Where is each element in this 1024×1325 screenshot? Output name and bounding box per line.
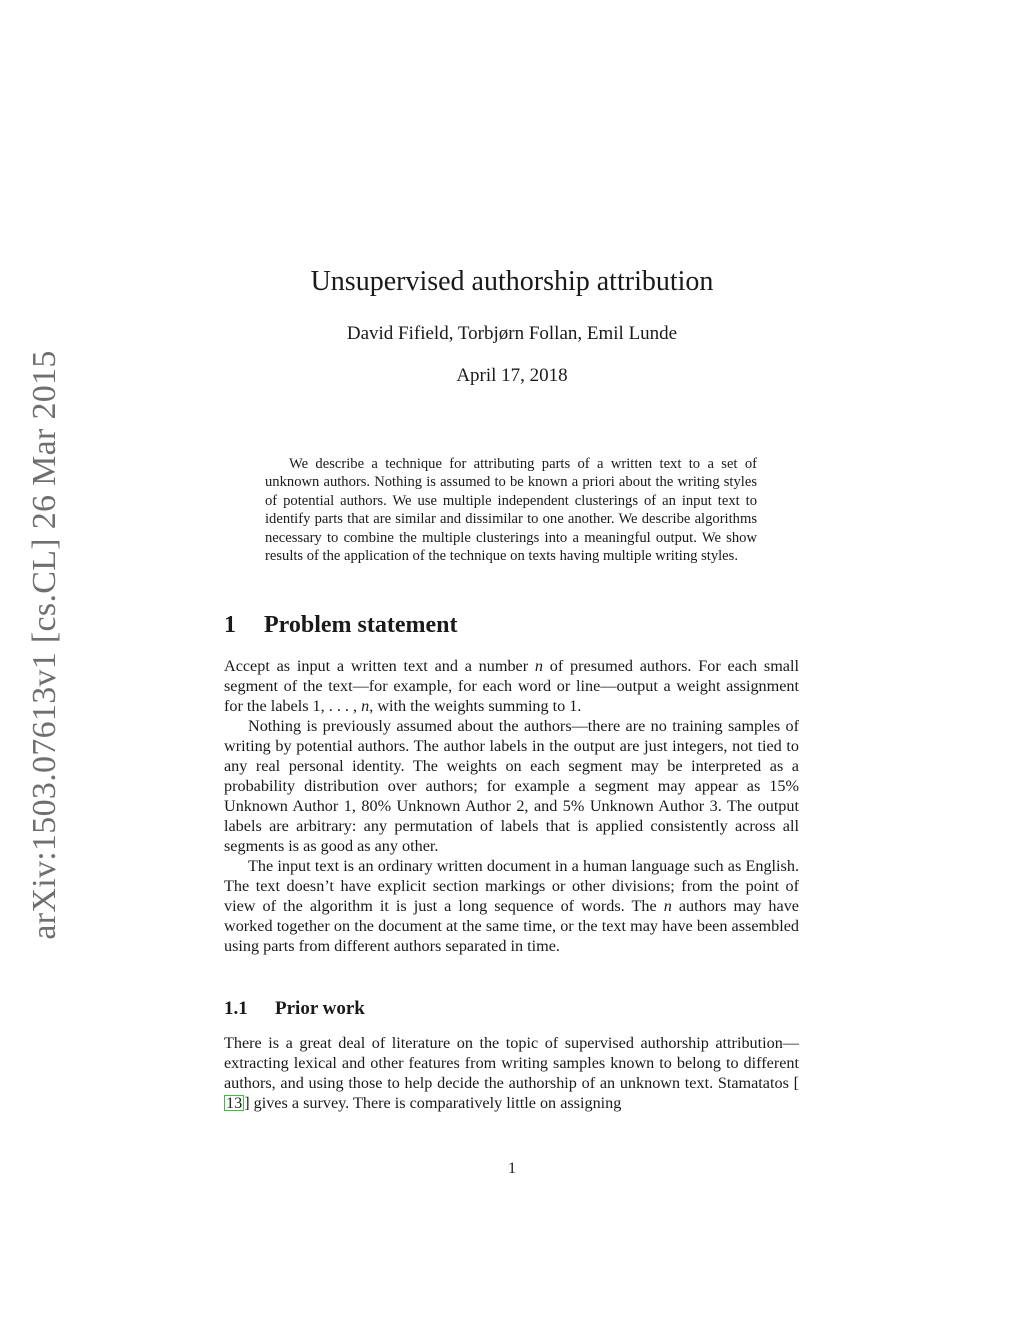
- arxiv-identifier: arXiv:1503.07613v1 [cs.CL] 26 Mar 2015: [26, 350, 63, 940]
- subsection-heading-prior-work: [224, 998, 365, 1020]
- citation-link[interactable]: 13: [226, 1094, 243, 1112]
- paragraph: [224, 856, 799, 956]
- citation-bracket-close: ]: [244, 1094, 250, 1112]
- text-run: Accept as input a written text and a number: [224, 657, 535, 675]
- paragraph: [224, 1033, 799, 1113]
- text-run: The input text is an ordinary written document in a human language such as English. The text doesn’t have explicit section markings or other divisions; from the point of view of the algorithm it is just a long sequence of words. The: [224, 857, 799, 915]
- subsection-body-prior-work: [224, 1033, 799, 1113]
- math-variable: n: [663, 897, 672, 915]
- page-number: 1: [508, 1160, 516, 1177]
- math-variable: n: [534, 657, 543, 675]
- paper-authors: David Fifield, Torbjørn Follan, Emil Lunde: [346, 323, 678, 344]
- text-run: authors may have worked together on the document at the same time, or the text may have been assembled using parts from different authors separated in time.: [224, 897, 799, 955]
- paragraph: Nothing is previously assumed about the authors—there are no training samples of writing by potential authors. The author labels in the output are just integers, not tied to any real personal identity. The weights on each segment may be interpreted as a probability distribution over authors; for example a segment may appear as 15% Unknown Author 1, 80% Unknown Author 2, and 5% Unknown Author 3. The output labels are arbitrary: any permutation of labels that is applied consistently across all segments is as good as any other.: [224, 717, 799, 855]
- section-number: 1: [224, 612, 236, 638]
- math-variable: n: [361, 697, 370, 715]
- citation-bracket-open: [: [793, 1074, 799, 1092]
- text-run: , with the weights summing to 1.: [369, 697, 582, 715]
- subsection-number: 1.1: [224, 998, 248, 1019]
- section-title: Problem statement: [264, 612, 458, 638]
- paragraph: [224, 656, 799, 716]
- section-body-problem-statement: [224, 656, 799, 956]
- abstract: We describe a technique for attributing parts of a written text to a set of unknown authors. Nothing is assumed to be known a priori about the writing styles of potential authors. We use multiple independent clusterings of an input text to identify parts that are similar and dissimilar to one another. We describe algorithms necessary to combine the multiple clusterings into a meaningful output. We show results of the application of the technique on texts having multiple writing styles.: [265, 456, 757, 565]
- arxiv-sidebar: [26, 350, 64, 940]
- text-run: There is a great deal of literature on the topic of supervised authorship attribution—extracting lexical and other features from writing samples known to belong to different authors, and using those to help decide the authorship of an unknown text. Stamatatos: [224, 1034, 799, 1092]
- text-run: of presumed authors. For each small segment of the text—for example, for each word or line—output a weight assignment for the labels 1, . . . ,: [224, 657, 799, 715]
- subsection-title: Prior work: [275, 998, 365, 1019]
- paper-title: Unsupervised authorship attribution: [310, 266, 714, 297]
- paper-date: April 17, 2018: [456, 365, 568, 386]
- section-heading-problem-statement: [224, 612, 458, 639]
- text-run: gives a survey. There is comparatively little on assigning: [249, 1094, 622, 1112]
